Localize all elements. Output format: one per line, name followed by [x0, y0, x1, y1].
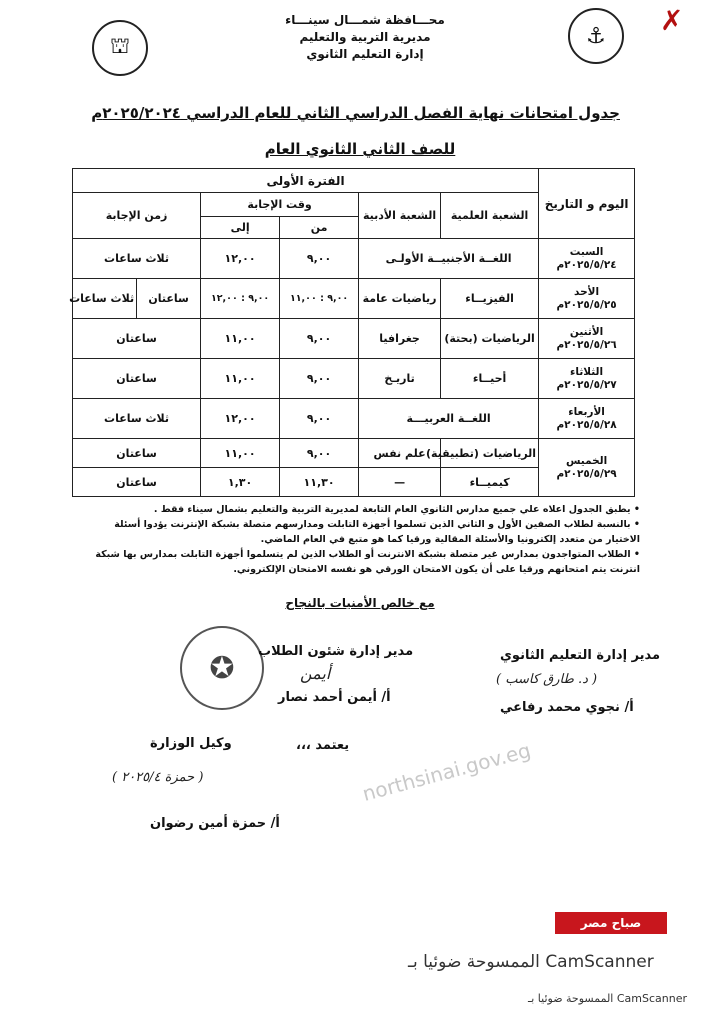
eagle-seal-stamp-icon: ✪ — [180, 626, 264, 710]
header-science-track: الشعبة العلمية — [441, 193, 539, 239]
row-from: ٩,٠٠ : ١١,٠٠ — [280, 279, 359, 319]
row-from: ١١,٣٠ — [280, 468, 359, 497]
row-day-date: الأربعاء ٢٠٢٥/٥/٢٨م — [539, 399, 635, 439]
row-literary-subject: — — [359, 468, 441, 497]
letterhead-governorate: محـــافظة شمـــال سينـــاء — [285, 13, 445, 27]
row-to: ١٢,٠٠ — [201, 399, 280, 439]
table-row — [73, 319, 635, 359]
row-science-subject: الفيزيــاء — [441, 279, 539, 319]
row-from: ٩,٠٠ — [280, 399, 359, 439]
row-to: ١,٣٠ — [201, 468, 280, 497]
row-from: ٩,٠٠ — [280, 239, 359, 279]
signature-deputy-name: أ/ حمزة أمين رضوان — [150, 816, 280, 831]
row-to: ١٢,٠٠ — [201, 239, 280, 279]
camscanner-label-small: CamScanner الممسوحة ضوئيا بـ — [528, 992, 688, 1005]
row-duration: ساعتان — [73, 439, 201, 468]
signature-deputy-scribble: ( حمزة ٢٠٢٥/٤ ) — [112, 770, 204, 785]
camscanner-label-large: CamScanner الممسوحة ضوئيا بـ — [408, 952, 654, 972]
document-title: جدول امتحانات نهاية الفصل الدراسي الثاني للعام الدراسي ٢٠٢٥/٢٠٢٤م — [91, 104, 620, 122]
exam-schedule-table — [69, 168, 635, 497]
row-literary-subject: رياضيات عامة — [359, 279, 441, 319]
notes — [80, 502, 640, 577]
signature-deputy-title: وكيل الوزارة — [150, 736, 232, 751]
signature-secondary-scribble: ( د. طارق كاسب ) — [496, 672, 598, 687]
row-from: ٩,٠٠ — [280, 319, 359, 359]
table-header-row — [73, 169, 635, 193]
row-duration: ساعتان — [73, 468, 201, 497]
row-duration-literary: ساعتان — [137, 279, 201, 319]
table-row — [73, 279, 635, 319]
table-row — [73, 439, 635, 468]
row-duration: ساعتان — [73, 319, 201, 359]
row-to: ١١,٠٠ — [201, 359, 280, 399]
note-item: • يطبق الجدول اعلاه علي جميع مدارس الثانوي العام التابعة لمديرية التربية والتعليم بشمال سيناء فقط . — [153, 504, 640, 515]
corner-mark: ✗ — [660, 4, 684, 37]
row-duration: ثلاث ساعات — [73, 399, 201, 439]
signature-secondary-name: أ/ نجوي محمد رفاعي — [500, 700, 634, 715]
row-science-subject: كيميــاء — [441, 468, 539, 497]
row-from: ٩,٠٠ — [280, 359, 359, 399]
note-item: • الطلاب المتواجدون بمدارس غير متصلة بشبكة الانترنت أو الطلاب الذين لم يتسلموا أجهزة التابلت بمدارس بها شبكة انترنت يتم امتحانهم ورقيا على أن يكون الامتحان الورقي هو نفسه الامتحان الإلكتروني. — [95, 549, 640, 575]
row-literary-subject: تاريـخ — [359, 359, 441, 399]
brand-badge: صباح مصر — [555, 912, 667, 934]
signature-affairs-title: مدير إدارة شئون الطلاب — [258, 644, 414, 659]
header-answer-duration: زمن الإجابة — [73, 193, 201, 239]
row-day-date: الثلاثاء ٢٠٢٥/٥/٢٧م — [539, 359, 635, 399]
letterhead-administration: إدارة التعليم الثانوي — [306, 47, 424, 61]
letterhead — [280, 12, 450, 63]
row-day-date: السبت ٢٠٢٥/٥/٢٤م — [539, 239, 635, 279]
row-literary-subject: علم نفس — [359, 439, 441, 468]
table-row — [73, 239, 635, 279]
row-day-date: الأحد ٢٠٢٥/٥/٢٥م — [539, 279, 635, 319]
header-day-date: اليوم و التاريخ — [539, 169, 635, 239]
signature-affairs-name: أ/ أيمن أحمد نصار — [278, 690, 391, 705]
row-day-date: الأثنين ٢٠٢٥/٥/٢٦م — [539, 319, 635, 359]
header-answer-time: وقت الإجابة — [201, 193, 359, 217]
row-duration: ثلاث ساعات — [73, 239, 201, 279]
closing-wishes: مع خالص الأمنيات بالنجاح — [285, 596, 435, 610]
row-duration: ساعتان — [73, 359, 201, 399]
row-from: ٩,٠٠ — [280, 439, 359, 468]
header-from: من — [280, 217, 359, 239]
watermark: northsinai.gov.eg — [359, 738, 534, 806]
signature-affairs-scribble: أيمن — [300, 664, 331, 683]
row-science-subject: أحيــاء — [441, 359, 539, 399]
header-first-period: الفترة الأولى — [73, 169, 539, 193]
row-subject: اللغــة العربيـــة — [359, 399, 539, 439]
row-science-subject: الرياضيات (تطبيقية) — [441, 439, 539, 468]
row-to: ٩,٠٠ : ١٢,٠٠ — [201, 279, 280, 319]
header-literary-track: الشعبة الأدبية — [359, 193, 441, 239]
row-literary-subject: جغرافيا — [359, 319, 441, 359]
row-to: ١١,٠٠ — [201, 319, 280, 359]
table-row — [73, 359, 635, 399]
row-subject: اللغــة الأجنبيــة الأولـى — [359, 239, 539, 279]
governorate-logo-icon: ⚓ — [568, 8, 624, 64]
note-item: • بالنسبة لطلاب الصفين الأول و الثاني الذين تسلموا أجهزة التابلت ومدارسهم متصلة بشبكة الإنترنت يؤدوا أسئلة الاختيار من متعدد إلكترونيا والأسئلة المقالية ورقيا كما هو متبع في العام الماضي. — [114, 519, 640, 545]
document-subtitle: للصف الثاني الثانوي العام — [264, 140, 456, 158]
header-to: إلى — [201, 217, 280, 239]
row-day-date: الخميس ٢٠٢٥/٥/٢٩م — [539, 439, 635, 497]
education-directorate-logo-icon: ⛫ — [92, 20, 148, 76]
letterhead-directorate: مديرية التربية والتعليم — [299, 30, 431, 44]
approval-label: يعتمد ،،، — [296, 738, 350, 753]
row-to: ١١,٠٠ — [201, 439, 280, 468]
row-science-subject: الرياضيات (بحتة) — [441, 319, 539, 359]
signature-secondary-title: مدير إدارة التعليم الثانوي — [500, 648, 661, 663]
table-row — [73, 399, 635, 439]
row-duration-science: ثلاث ساعات — [73, 279, 137, 319]
